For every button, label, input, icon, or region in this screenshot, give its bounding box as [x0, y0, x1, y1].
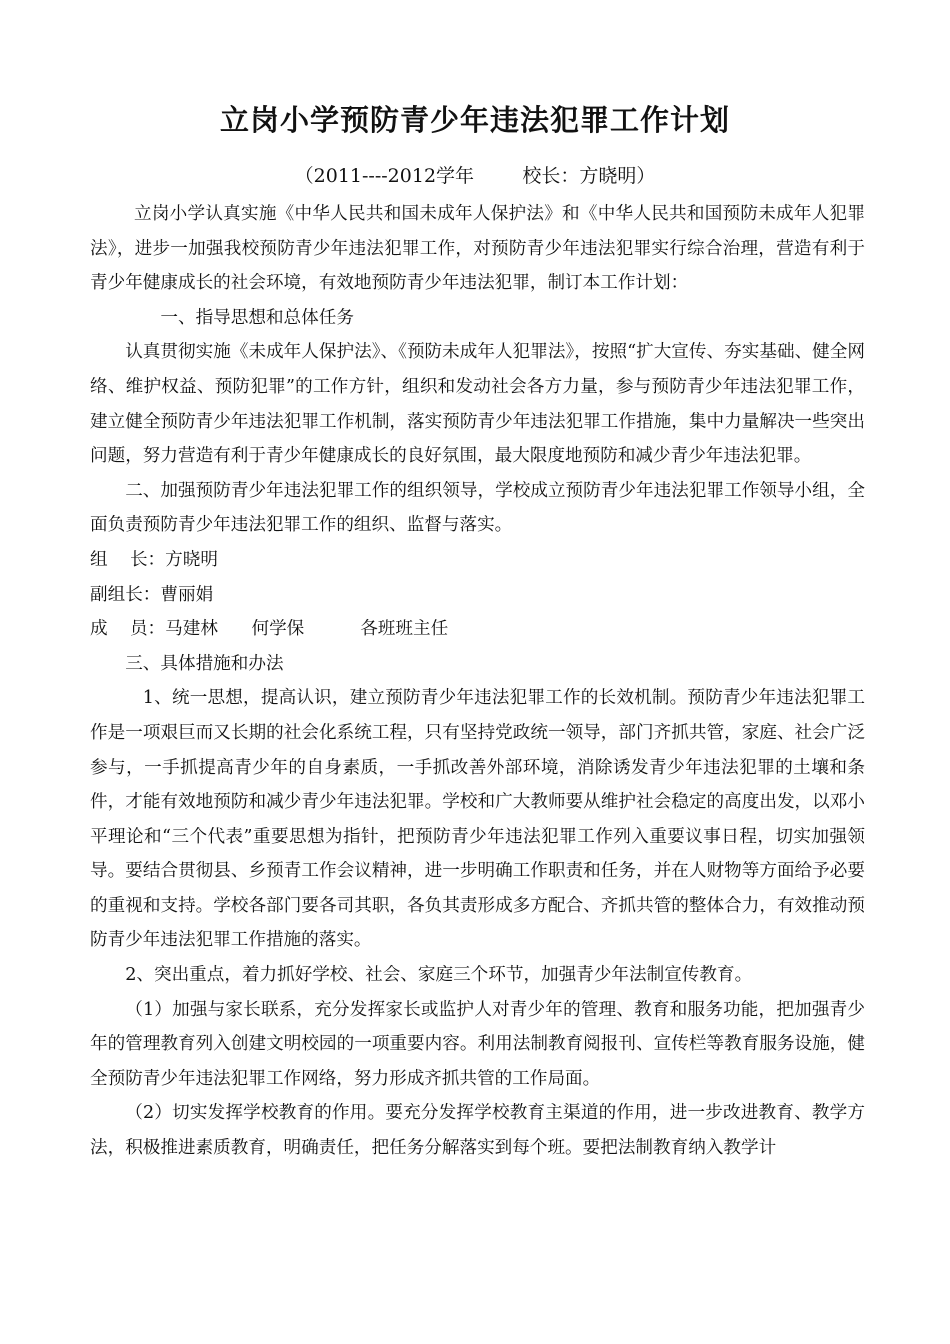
leader-line: 组 长：方晓明 — [90, 549, 218, 570]
measure-item-2-1: （1）加强与家长联系，充分发挥家长或监护人对青少年的管理、教育和服务功能，把加强青少年的管理教育列入创建文明校园的一项重要内容。利用法制教育阅报刊、宣传栏等教育服务设施，健全预防青少年违法犯罪工作网络，努力形成齐抓共管的工作局面。 — [90, 999, 865, 1089]
guideline-paragraph: 认真贯彻实施《未成年人保护法》、《预防未成年人犯罪法》，按照“扩大宣传、夯实基础、健全网络、维护权益、预防犯罪”的工作方针，组织和发动社会各方力量，参与预防青少年违法犯罪工作，建立健全预防青少年违法犯罪工作机制，落实预防青少年违法犯罪工作措施，集中力量解决一些突出问题，努力营造有利于青少年健康成长的良好氛围，最大限度地预防和减少青少年违法犯罪。 — [90, 342, 865, 467]
measure-item-2-2: （2）切实发挥学校教育的作用。要充分发挥学校教育主渠道的作用，进一步改进教育、教学方法，积极推进素质教育，明确责任，把任务分解落实到每个班。要把法制教育纳入教学计 — [90, 1103, 865, 1159]
document-body — [90, 197, 865, 1166]
section-heading-2: 二、加强预防青少年违法犯罪工作的组织领导，学校成立预防青少年违法犯罪工作领导小组，全面负责预防青少年违法犯罪工作的组织、监督与落实。 — [90, 480, 865, 536]
section-heading-3: 三、具体措施和办法 — [125, 653, 284, 674]
members-line: 成 员：马建林 何学保 各班班主任 — [90, 619, 449, 640]
deputy-line: 副组长：曹丽娟 — [90, 584, 214, 605]
document-subtitle: （2011----2012学年 校长：方晓明） — [294, 165, 656, 187]
measure-item-2: 2、突出重点，着力抓好学校、社会、家庭三个环节，加强青少年法制宣传教育。 — [125, 965, 753, 986]
measure-item-1: 1、统一思想，提高认识，建立预防青少年违法犯罪工作的长效机制。预防青少年违法犯罪工作是一项艰巨而又长期的社会化系统工程，只有坚持党政统一领导，部门齐抓共管，家庭、社会广泛参与，一手抓提高青少年的自身素质，一手抓改善外部环境，消除诱发青少年违法犯罪的土壤和条件，才能有效地预防和减少青少年违法犯罪。学校和广大教师要从维护社会稳定的高度出发，以邓小平理论和“三个代表”重要思想为指针，把预防青少年违法犯罪工作列入重要议事日程，切实加强领导。要结合贯彻县、乡预青工作会议精神，进一步明确工作职责和任务，并在人财物等方面给予必要的重视和支持。学校各部门要各司其职，各负其责形成多方配合、齐抓共管的整体合力，有效推动预防青少年违法犯罪工作措施的落实。 — [90, 688, 865, 951]
document-title: 立岗小学预防青少年违法犯罪工作计划 — [219, 103, 730, 137]
intro-paragraph: 立岗小学认真实施《中华人民共和国未成年人保护法》和《中华人民共和国预防未成年人犯罪法》，进步一加强我校预防青少年违法犯罪工作，对预防青少年违法犯罪实行综合治理，营造有利于青少年健康成长的社会环境，有效地预防青少年违法犯罪，制订本工作计划： — [90, 204, 865, 294]
section-heading-1: 一、指导思想和总体任务 — [160, 307, 354, 328]
